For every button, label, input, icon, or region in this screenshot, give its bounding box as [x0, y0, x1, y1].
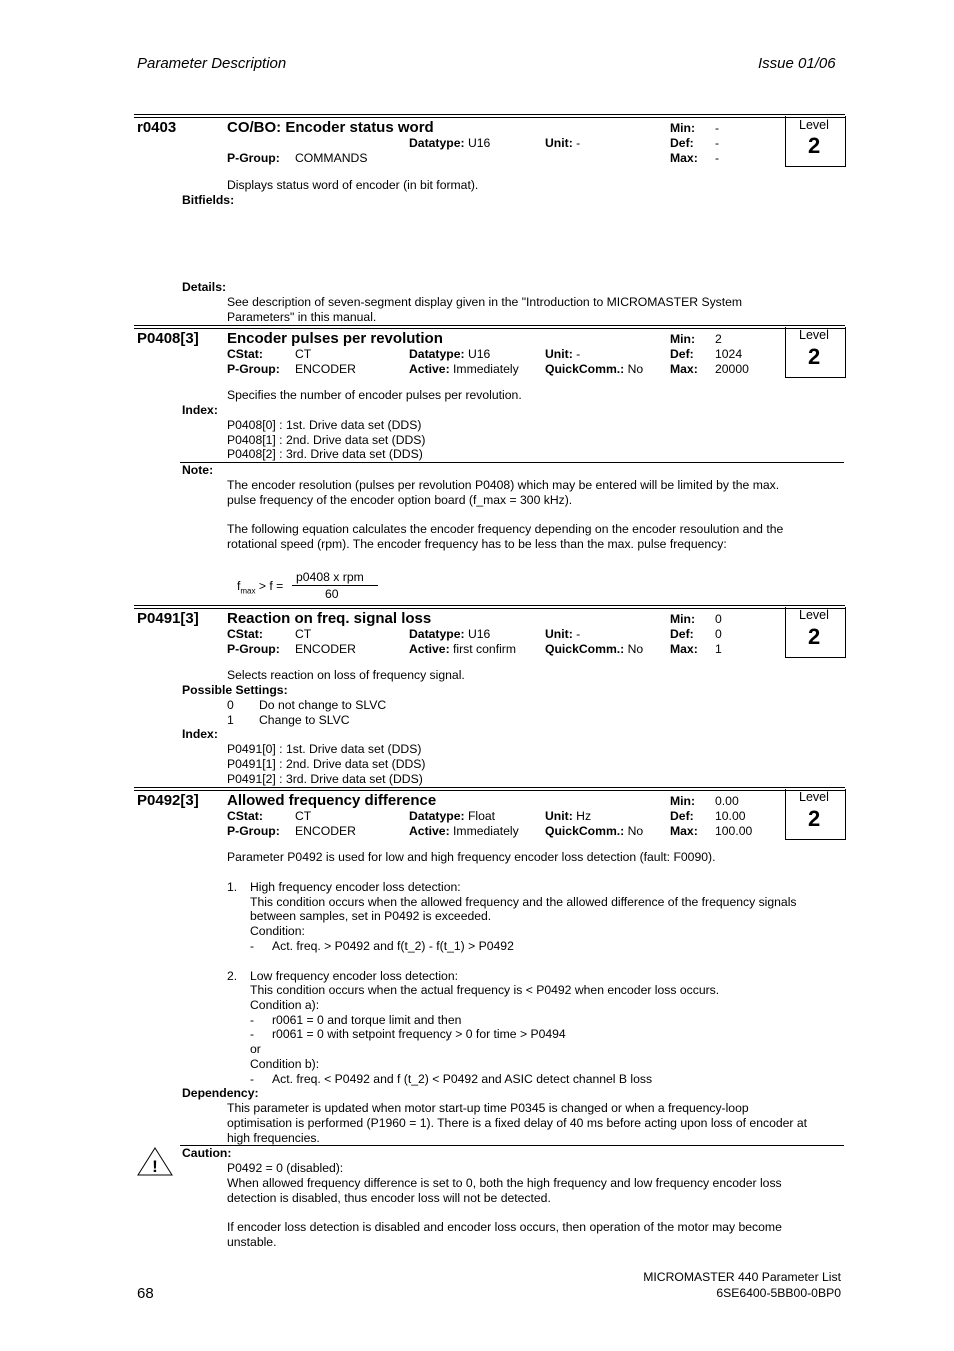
max-value: - — [715, 151, 720, 165]
bullet-text: Act. freq. < P0492 and f (t_2) < P0492 and ASIC detect channel B loss — [272, 1072, 653, 1086]
list-number: 1. — [227, 880, 238, 894]
param-divider — [134, 114, 845, 118]
min-label: Min: — [670, 794, 696, 808]
index-entry: P0491[0] : 1st. Drive data set (DDS) — [227, 742, 422, 756]
active-field: Active: Immediately — [409, 824, 519, 838]
header-right: Issue 01/06 — [758, 55, 836, 72]
level-label: Level — [799, 118, 829, 132]
note-text: The following equation calculates the encoder frequency depending on the encoder resoulution and the — [227, 522, 784, 536]
level-box-left — [785, 789, 786, 839]
bullet-dash: - — [250, 939, 255, 953]
description: Selects reaction on loss of frequency signal. — [227, 668, 465, 682]
description: Parameter P0492 is used for low and high frequency encoder loss detection (fault: F0090). — [227, 850, 716, 864]
level-box-right — [845, 607, 846, 657]
section-divider — [180, 462, 844, 463]
caution-label: Caution: — [182, 1146, 232, 1160]
pgroup-field: P-Group: ENCODER — [227, 642, 356, 656]
min-label: Min: — [670, 121, 696, 135]
setting-value: 0 — [227, 698, 234, 712]
min-value: - — [715, 121, 720, 135]
cstat-field: CStat: CT — [227, 347, 312, 361]
equation-lhs: $f_{max} > f$ = — [237, 579, 284, 596]
dependency-text: optimisation is performed (P1960 = 1). There is a fixed delay of 40 ms before acting upon loss of encoder at — [227, 1116, 808, 1130]
description: Specifies the number of encoder pulses per revolution. — [227, 388, 522, 402]
level-value: 2 — [808, 133, 821, 158]
param-id: P0408[3] — [137, 330, 199, 347]
level-box-left — [785, 607, 786, 657]
max-label: Max: — [670, 362, 698, 376]
bullet-text: r0061 = 0 and torque limit and then — [272, 1013, 462, 1027]
note-text: rotational speed (rpm). The encoder frequency has to be less than the max. pulse frequency: — [227, 537, 727, 551]
caution-text: When allowed frequency difference is set to 0, both the high frequency and low frequency encoder loss — [227, 1176, 782, 1190]
unit-field: Unit: - — [545, 347, 581, 361]
caution-text: unstable. — [227, 1235, 277, 1249]
list-item-text: or — [250, 1042, 261, 1056]
bullet-dash: - — [250, 1027, 255, 1041]
level-box-right — [845, 789, 846, 839]
unit-field: Unit: - — [545, 136, 581, 150]
def-label: Def: — [670, 136, 694, 150]
caution-text: detection is disabled, thus encoder loss will not be detected. — [227, 1191, 551, 1205]
list-item-text: between samples, set in P0492 is exceeded. — [250, 909, 492, 923]
dependency-label: Dependency: — [182, 1086, 259, 1100]
max-label: Max: — [670, 151, 698, 165]
list-item-text: This condition occurs when the allowed frequency and the allowed difference of the frequency signals — [250, 895, 797, 909]
index-label: Index: — [182, 727, 218, 741]
index-entry: P0408[1] : 2nd. Drive data set (DDS) — [227, 433, 426, 447]
warning-icon — [137, 1147, 173, 1176]
svg-text:!: ! — [152, 1157, 158, 1176]
unit-field: Unit: Hz — [545, 809, 592, 823]
level-box-bottom — [785, 657, 846, 658]
bullet-text: Act. freq. > P0492 and f(t_2) - f(t_1) > P0492 — [272, 939, 514, 953]
page-number: 68 — [137, 1285, 154, 1302]
bullet-dash: - — [250, 1072, 255, 1086]
pgroup-field: P-Group: COMMANDS — [227, 151, 368, 165]
setting-text: Do not change to SLVC — [259, 698, 387, 712]
dependency-text: This parameter is updated when motor start-up time P0345 is changed or when a frequency-loop — [227, 1101, 749, 1115]
max-value: 20000 — [715, 362, 749, 376]
list-item-title: High frequency encoder loss detection: — [250, 880, 461, 894]
max-label: Max: — [670, 642, 698, 656]
param-divider — [134, 787, 845, 791]
settings-label: Possible Settings: — [182, 683, 288, 697]
level-box-left — [785, 327, 786, 377]
note-text: pulse frequency of the encoder option board (f_max = 300 kHz). — [227, 493, 573, 507]
max-value: 1 — [715, 642, 722, 656]
cstat-field: CStat: CT — [227, 627, 312, 641]
setting-value: 1 — [227, 713, 234, 727]
param-id: r0403 — [137, 119, 177, 136]
level-box-right — [845, 327, 846, 377]
datatype-field: Datatype: U16 — [409, 347, 491, 361]
param-title: Reaction on freq. signal loss — [227, 610, 432, 627]
def-value: 0 — [715, 627, 722, 641]
level-box-bottom — [785, 377, 846, 378]
section-divider — [180, 1145, 844, 1146]
index-entry: P0491[2] : 3rd. Drive data set (DDS) — [227, 772, 423, 786]
datatype-field: Datatype: U16 — [409, 627, 491, 641]
setting-text: Change to SLVC — [259, 713, 350, 727]
fraction-bar — [292, 585, 378, 586]
dependency-text: high frequencies. — [227, 1131, 320, 1145]
level-value: 2 — [808, 806, 821, 831]
details-label: Details: — [182, 280, 227, 294]
description: Displays status word of encoder (in bit format). — [227, 178, 479, 192]
min-value: 2 — [715, 332, 722, 346]
footer-product: MICROMASTER 440 Parameter List — [643, 1270, 841, 1284]
param-divider — [134, 325, 845, 329]
index-label: Index: — [182, 403, 218, 417]
param-title: Encoder pulses per revolution — [227, 330, 443, 347]
param-id: P0492[3] — [137, 792, 199, 809]
datatype-field: Datatype: Float — [409, 809, 496, 823]
equation-numerator: p0408 x rpm — [296, 570, 364, 584]
active-field: Active: Immediately — [409, 362, 519, 376]
list-item-title: Low frequency encoder loss detection: — [250, 969, 458, 983]
bullet-text: r0061 = 0 with setpoint frequency > 0 for time > P0494 — [272, 1027, 566, 1041]
level-box-bottom — [785, 839, 846, 840]
list-item-text: This condition occurs when the actual frequency is < P0492 when encoder loss occurs. — [250, 983, 720, 997]
min-label: Min: — [670, 332, 696, 346]
param-title: CO/BO: Encoder status word — [227, 119, 434, 136]
index-entry: P0408[0] : 1st. Drive data set (DDS) — [227, 418, 422, 432]
level-value: 2 — [808, 344, 821, 369]
bitfields-label: Bitfields: — [182, 193, 235, 207]
level-box-left — [785, 116, 786, 166]
quickcomm-field: QuickComm.: No — [545, 642, 644, 656]
level-box-right — [845, 116, 846, 166]
def-value: 1024 — [715, 347, 743, 361]
list-item-text: Condition a): — [250, 998, 320, 1012]
param-id: P0491[3] — [137, 610, 199, 627]
equation-denominator: 60 — [325, 587, 339, 601]
level-label: Level — [799, 608, 829, 622]
def-label: Def: — [670, 347, 694, 361]
list-number: 2. — [227, 969, 238, 983]
min-label: Min: — [670, 612, 696, 626]
max-value: 100.00 — [715, 824, 753, 838]
active-field: Active: first confirm — [409, 642, 517, 656]
datatype-field: Datatype: U16 — [409, 136, 491, 150]
index-entry: P0491[1] : 2nd. Drive data set (DDS) — [227, 757, 426, 771]
list-item-text: Condition: — [250, 924, 305, 938]
cstat-field: CStat: CT — [227, 809, 312, 823]
quickcomm-field: QuickComm.: No — [545, 824, 644, 838]
list-item-text: Condition b): — [250, 1057, 320, 1071]
bullet-dash: - — [250, 1013, 255, 1027]
level-label: Level — [799, 328, 829, 342]
def-value: - — [715, 136, 720, 150]
unit-field: Unit: - — [545, 627, 581, 641]
index-entry: P0408[2] : 3rd. Drive data set (DDS) — [227, 447, 423, 461]
footer-order-number: 6SE6400-5BB00-0BP0 — [716, 1286, 841, 1300]
details-text: Parameters" in this manual. — [227, 310, 377, 324]
max-label: Max: — [670, 824, 698, 838]
level-label: Level — [799, 790, 829, 804]
min-value: 0.00 — [715, 794, 739, 808]
caution-text: If encoder loss detection is disabled and encoder loss occurs, then operation of the motor may become — [227, 1220, 782, 1234]
def-value: 10.00 — [715, 809, 746, 823]
note-text: The encoder resolution (pulses per revolution P0408) which may be entered will be limited by the max. — [227, 478, 780, 492]
quickcomm-field: QuickComm.: No — [545, 362, 644, 376]
level-box-bottom — [785, 166, 846, 167]
level-value: 2 — [808, 624, 821, 649]
param-divider — [134, 605, 845, 609]
pgroup-field: P-Group: ENCODER — [227, 824, 356, 838]
def-label: Def: — [670, 809, 694, 823]
pgroup-field: P-Group: ENCODER — [227, 362, 356, 376]
param-title: Allowed frequency difference — [227, 792, 437, 809]
header-left: Parameter Description — [137, 55, 287, 72]
note-label: Note: — [182, 463, 214, 477]
caution-text: P0492 = 0 (disabled): — [227, 1161, 344, 1175]
details-text: See description of seven-segment display given in the "Introduction to MICROMASTER System — [227, 295, 743, 309]
def-label: Def: — [670, 627, 694, 641]
min-value: 0 — [715, 612, 722, 626]
